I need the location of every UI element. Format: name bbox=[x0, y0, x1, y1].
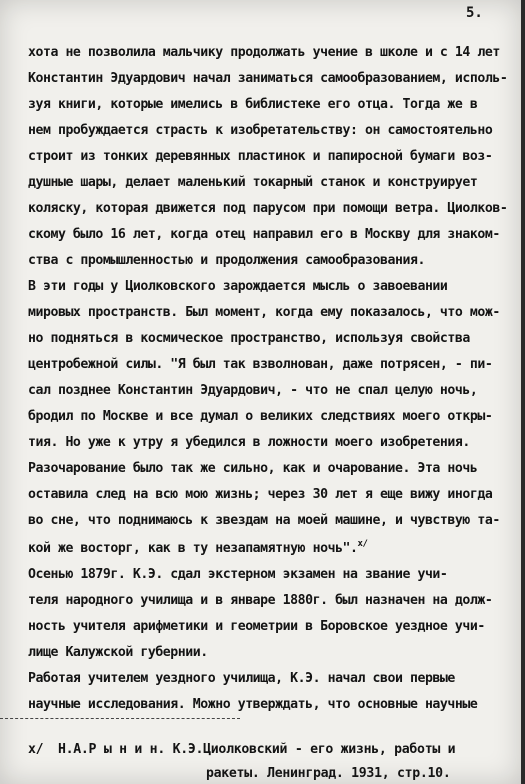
text-line: сал позднее Константин Эдуардович, - что не спал целую ночь, bbox=[28, 383, 478, 398]
text-line: ства с промышленностью и продолжения самообразования. bbox=[28, 253, 425, 268]
text-line: теля народного училища и в январе 1880г. был назначен на долж- bbox=[28, 593, 493, 608]
text-line: Константин Эдуардович начал заниматься самообразованием, исполь- bbox=[28, 71, 508, 86]
text-line: строит из тонких деревянных пластинок и папиросной бумаги воз- bbox=[28, 149, 493, 164]
text-line: мировых пространств. Был момент, когда ему показалось, что мож- bbox=[28, 305, 500, 320]
text-line: Работая учителем уездного училища, К.Э. начал свои первые bbox=[28, 671, 455, 686]
text-line: нем пробуждается страсть к изобретательству: он самостоятельно bbox=[28, 123, 493, 138]
text-line: коляску, которая движется под парусом при помощи ветра. Циолков- bbox=[28, 201, 508, 216]
page-number: 5. bbox=[466, 5, 483, 21]
footnote-marker: х/ bbox=[28, 742, 44, 757]
text-line: душные шары, делает маленький токарный станок и конструирует bbox=[28, 175, 478, 190]
text-line: зуя книги, которые имелись в библистеке его отца. Тогда же в bbox=[28, 97, 478, 112]
text-line: лище Калужской губернии. bbox=[28, 645, 208, 660]
footnote-reference: х/ bbox=[357, 539, 368, 549]
page-edge-shadow bbox=[521, 0, 525, 784]
text-line: Осенью 1879г. К.Э. сдал экстерном экзамен на звание учи- bbox=[28, 567, 448, 582]
text-line bbox=[28, 539, 367, 556]
text-line: Разочарование было так же сильно, как и очарование. Эта ночь bbox=[28, 461, 478, 476]
footnote-line: Н.А.Р ы н и н. К.Э.Циолковский - его жизнь, работы и bbox=[58, 742, 456, 757]
text-line: ность учителя арифметики и геометрии в Боровское уездное учи- bbox=[28, 619, 485, 634]
footnote-separator bbox=[0, 718, 240, 719]
text-line: центробежной силы. "Я был так взволнован, даже потрясен, - пи- bbox=[28, 357, 493, 372]
text-line: во сне, что поднимаюсь к звездам на моей машине, и чувствую та- bbox=[28, 513, 500, 528]
text-line-content: кой же восторг, как в ту незапамятную ночь". bbox=[28, 541, 358, 556]
text-line: бродил по Москве и все думал о великих следствиях моего откры- bbox=[28, 409, 493, 424]
text-line: скому было 16 лет, когда отец направил его в Москву для знаком- bbox=[28, 227, 500, 242]
text-line: оставила след на всю мою жизнь; через 30 лет я еще вижу иногда bbox=[28, 487, 493, 502]
footnote-line: ракеты. Ленинград. 1931, стр.10. bbox=[206, 766, 451, 781]
text-line: В эти годы у Циолковского зарождается мысль о завоевании bbox=[28, 279, 448, 294]
text-line: хота не позволила мальчику продолжать учение в школе и с 14 лет bbox=[28, 45, 500, 60]
text-line: но подняться в космическое пространство, используя свойства bbox=[28, 331, 470, 346]
text-line: тия. Но уже к утру я убедился в ложности моего изобретения. bbox=[28, 435, 470, 450]
text-line: научные исследования. Можно утверждать, что основные научные bbox=[28, 697, 478, 712]
